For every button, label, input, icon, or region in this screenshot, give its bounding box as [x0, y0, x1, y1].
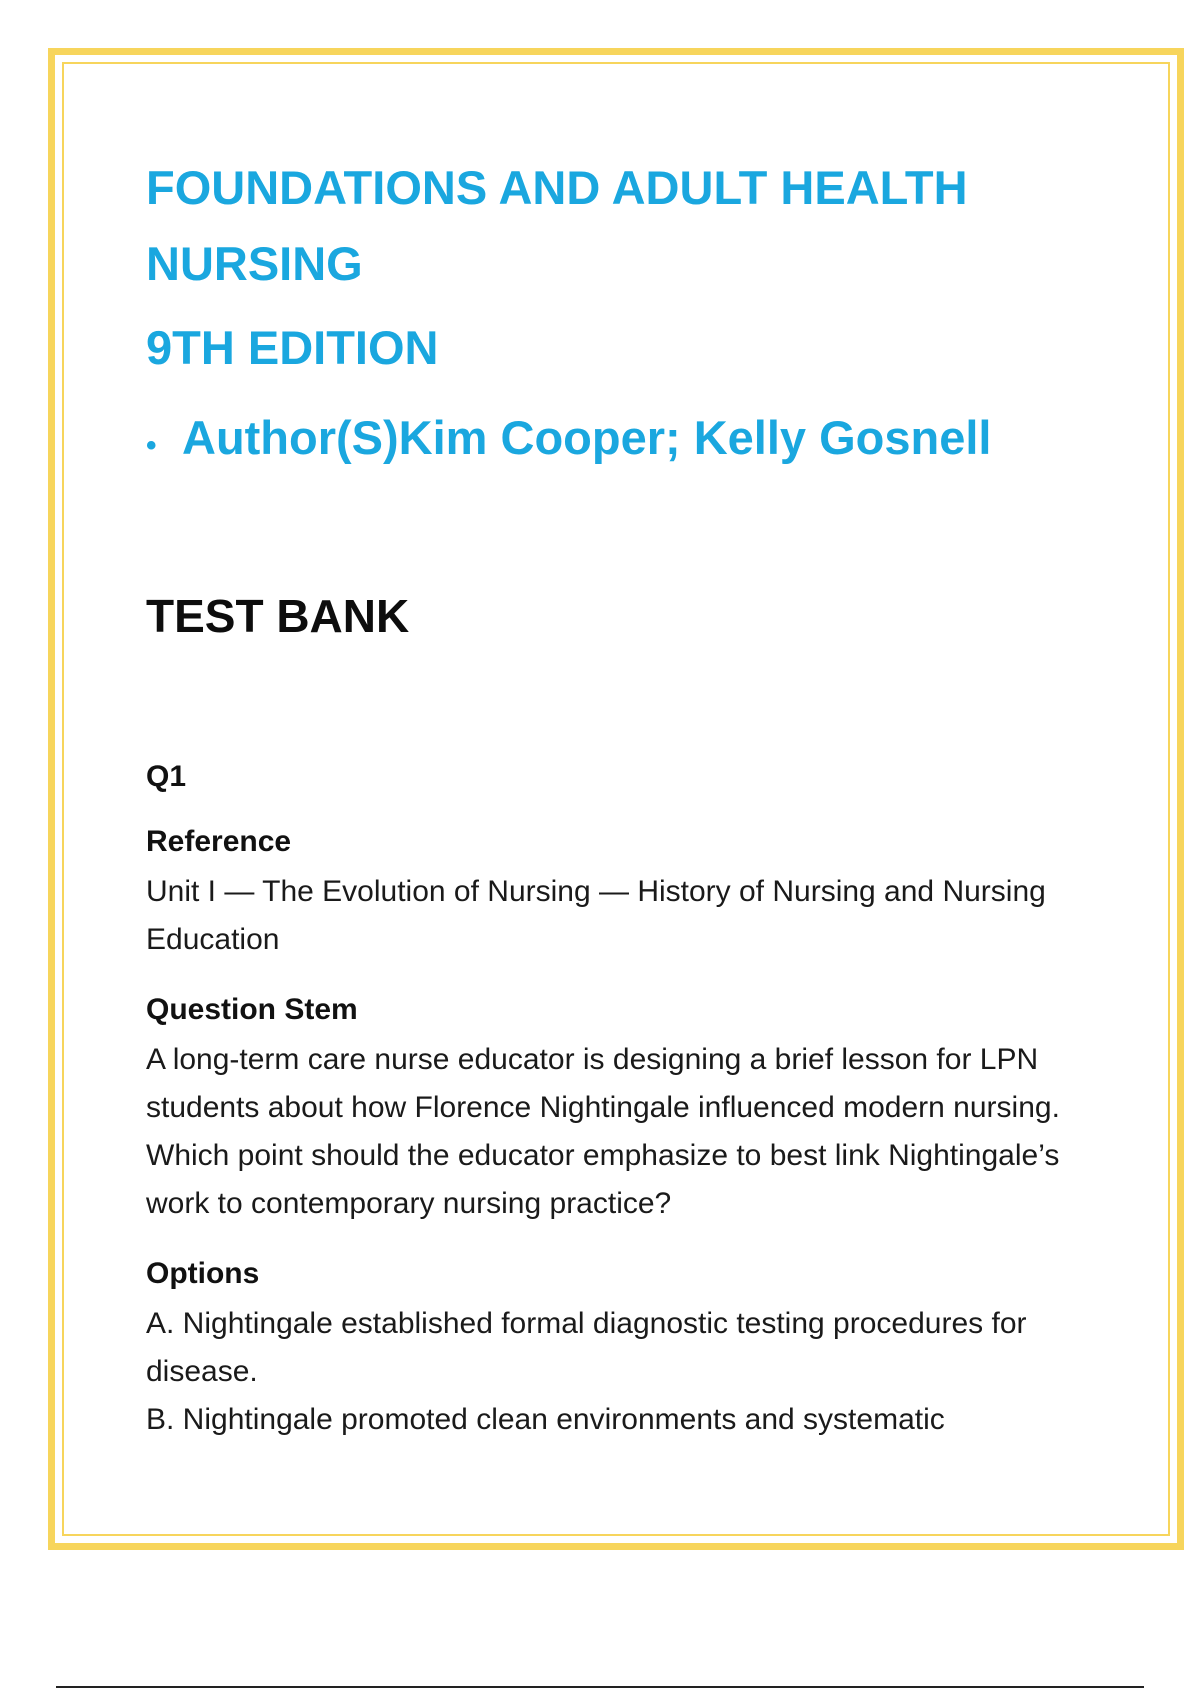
- option-a: A. Nightingale established formal diagnostic testing procedures for disease.: [146, 1307, 1027, 1388]
- footer-divider: [56, 1686, 1144, 1688]
- test-bank-heading: TEST BANK: [146, 590, 410, 642]
- reference-heading: Reference: [146, 825, 292, 858]
- author-names: Author(S)Kim Cooper; Kelly Gosnell: [182, 411, 992, 464]
- reference-text: Unit I — The Evolution of Nursing — History of Nursing and Nursing Education: [146, 875, 1046, 956]
- question-stem-heading: Question Stem: [146, 993, 358, 1026]
- document-content: [146, 150, 1106, 1444]
- book-title: FOUNDATIONS AND ADULT HEALTH NURSING: [146, 161, 968, 290]
- option-b: B. Nightingale promoted clean environments and systematic: [146, 1403, 945, 1436]
- question-number: Q1: [146, 760, 187, 793]
- book-edition: 9TH EDITION: [146, 321, 439, 374]
- bullet-icon: •: [146, 429, 157, 462]
- options-heading: Options: [146, 1257, 260, 1290]
- question-stem-text: A long-term care nurse educator is designing a brief lesson for LPN students about how Florence Nightingale influenced modern nursing. Which point should the educator emphasize to best link Nightingale’s work to contemporary nursing practice?: [146, 1043, 1060, 1220]
- author-line: [146, 410, 1106, 466]
- options-list: [146, 1300, 1106, 1444]
